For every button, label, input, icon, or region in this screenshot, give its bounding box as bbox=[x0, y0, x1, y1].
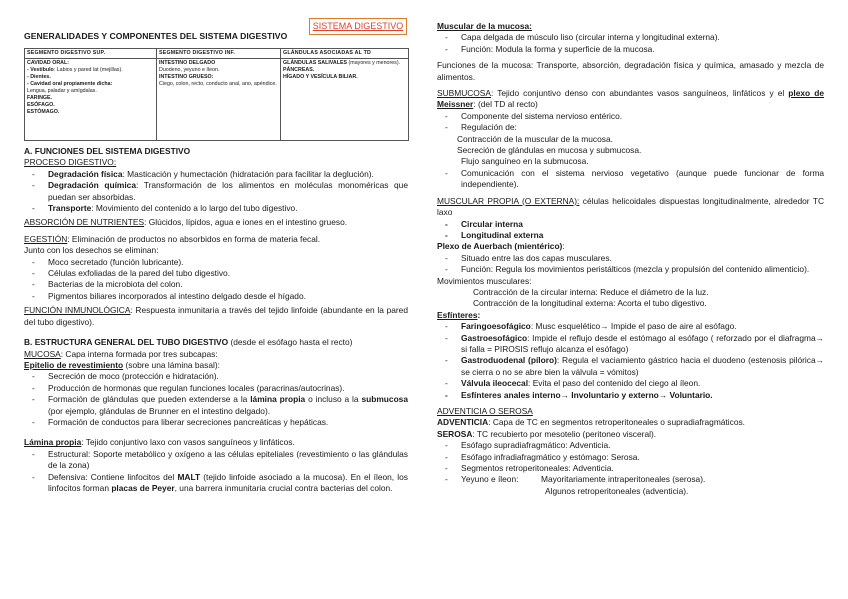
cell-line: Lengua, paladar y amígdalas. bbox=[27, 88, 97, 94]
list-item: - Defensiva: Contiene linfocitos del MALT (tejido linfoide asociado a la mucosa). En el íleon, los linfocitos forman placas de Peyer, una barrera inmunitaria crucial contra bacterias del colon. bbox=[24, 472, 408, 495]
absorcion-line: ABSORCIÓN DE NUTRIENTES: Glúcidos, lípidos, agua e iones en el intestino grueso. bbox=[24, 217, 348, 228]
cell-line: - Dientes. bbox=[27, 74, 51, 80]
list-item: - Moco secretado (función lubricante). bbox=[24, 257, 408, 268]
mucosa-line: MUCOSA: Capa interna formada por tres subcapas: bbox=[24, 348, 218, 359]
arrow-right-icon: → bbox=[600, 321, 609, 332]
table-cell-upper bbox=[25, 59, 157, 141]
section-b-title: B. ESTRUCTURA GENERAL DEL TUBO DIGESTIVO (desde el esófago hasta el recto) bbox=[24, 337, 353, 348]
list-item: - Función: Regula los movimientos peristálticos (mezcla y propulsión del contenido alimenticio). bbox=[437, 264, 824, 275]
list-item: - Formación de glándulas que pueden extenderse a la lámina propia o incluso a la submucosa (por ejemplo, glándulas de Brunner en el intestino delgado). bbox=[24, 394, 408, 417]
list-item: - Secreción de moco (protección e hidratación). bbox=[24, 371, 408, 382]
cell-line: Ciego, colon, recto, conducto anal, ano, apéndice. bbox=[159, 81, 277, 87]
cell-line: INTESTINO GRUESO: bbox=[159, 74, 214, 80]
adventicia-list bbox=[437, 440, 824, 486]
list-item: - Estructural: Soporte metabólico y oxígeno a las células epiteliales (revestimiento o las glándulas de la zona) bbox=[24, 449, 408, 472]
cell-line: HÍGADO Y VESÍCULA BILIAR. bbox=[283, 74, 358, 80]
auerbach-line: Plexo de Auerbach (mientérico): bbox=[437, 241, 565, 252]
epitelio-line: Epitelio de revestimiento (sobre una lámina basal): bbox=[24, 359, 220, 370]
right-column bbox=[437, 21, 824, 497]
lamina-list bbox=[24, 449, 408, 495]
movimientos-line: Movimientos musculares: bbox=[437, 275, 532, 286]
proceso-heading: PROCESO DIGESTIVO: bbox=[24, 157, 117, 168]
submucosa-list-2 bbox=[437, 168, 824, 191]
cell-line: GLÁNDULAS SALIVALES (mayores y menores). bbox=[283, 60, 401, 66]
junto-line: Junto con los desechos se eliminan: bbox=[24, 245, 159, 256]
list-item: - Degradación física: Masticación y humectación (hidratación para facilitar la deglución). bbox=[24, 169, 408, 180]
list-item: - Formación de conductos para liberar secreciones pancreáticas y hepáticas. bbox=[24, 417, 408, 428]
adventicia-line: ADVENTICIA: Capa de TC en segmentos retroperitoneales o supradiafragmáticos. bbox=[437, 417, 746, 428]
cell-line: ESÓFAGO. bbox=[27, 102, 55, 108]
list-item: - Esfínteres anales interno→ Involuntario y externo→ Voluntario. bbox=[437, 390, 824, 401]
list-item: - Regulación de: bbox=[437, 122, 824, 133]
table-header: GLÁNDULAS ASOCIADAS AL TD bbox=[281, 49, 409, 59]
table-cell-glands bbox=[281, 59, 409, 141]
list-item: - Situado entre las dos capas musculares. bbox=[437, 253, 824, 264]
muscular-propia-list bbox=[437, 219, 824, 242]
section-a-title: A. FUNCIONES DEL SISTEMA DIGESTIVO bbox=[24, 146, 191, 156]
lamina-line: Lámina propia: Tejido conjuntivo laxo con vasos sanguíneos y linfáticos. bbox=[24, 437, 295, 448]
muscular-propia-line: MUSCULAR PROPIA (O EXTERNA): células helicoidales dispuestas longitudinalmente, alrededor TC laxo bbox=[437, 195, 824, 218]
list-item: - Gastroesofágico: Impide el reflujo desde el estómago al esófago ( reforzado por el diafragma→ si falla = PIROSIS reflujo alcanza el esófago) bbox=[437, 333, 824, 356]
cell-line: - Cavidad oral propiamente dicha: bbox=[27, 81, 113, 87]
list-item: - Válvula ileocecal: Evita el paso del contenido del ciego al íleon. bbox=[437, 378, 824, 389]
adventicia-heading: ADVENTICIA O SEROSA bbox=[437, 406, 533, 416]
arrow-right-icon: → bbox=[815, 355, 824, 366]
cell-line: FARINGE. bbox=[27, 95, 53, 101]
cell-line: ESTÓMAGO. bbox=[27, 109, 60, 115]
regulation-item: Contracción de la muscular de la mucosa. bbox=[457, 133, 613, 144]
list-item: - Transporte: Movimiento del contenido a lo largo del tubo digestivo. bbox=[24, 203, 408, 214]
table-row bbox=[25, 59, 409, 141]
list-item: - Yeyuno e íleon: Mayoritariamente intraperitoneales (serosa). bbox=[437, 474, 824, 485]
list-item: - Producción de hormonas que regulan funciones locales (paracrinas/autocrinas). bbox=[24, 383, 408, 394]
table-header: SEGMENTO DIGESTIVO INF. bbox=[157, 49, 281, 59]
list-item: - Esófago infradiafragmático y estómago: Serosa. bbox=[437, 452, 824, 463]
yeyuno-line-2: Algunos retroperitoneales (adventicia). bbox=[545, 485, 689, 496]
doc-title: SISTEMA DIGESTIVO bbox=[309, 18, 407, 35]
regulation-item: Secreción de glándulas en mucosa y submucosa. bbox=[457, 145, 642, 156]
inmuno-line: FUNCIÓN INMUNOLÓGICA: Respuesta inmunitaria a través del tejido linfoide (abundante en la pared del tubo digestivo). bbox=[24, 305, 408, 327]
arrow-right-icon: → bbox=[560, 389, 569, 400]
list-item: - Componente del sistema nervioso entérico. bbox=[437, 111, 824, 122]
esfinteres-heading: Esfínteres: bbox=[437, 309, 481, 320]
movement-item: Contracción de la circular interna: Reduce el diámetro de la luz. bbox=[473, 286, 709, 297]
submucosa-line: SUBMUCOSA: Tejido conjuntivo denso con abundantes vasos sanguíneos, linfáticos y el plexo de Meissner: (del TD al recto) bbox=[437, 88, 825, 110]
table-cell-lower bbox=[157, 59, 281, 141]
list-item: - Comunicación con el sistema nervioso vegetativo (aunque puede funcionar de forma independiente). bbox=[437, 168, 824, 191]
desechos-list bbox=[24, 257, 408, 303]
submucosa-list bbox=[437, 111, 824, 134]
regulation-item: Flujo sanguíneo en la submucosa. bbox=[461, 156, 589, 167]
list-item: - Gastroduodenal (píloro): Regula el vaciamiento gástrico hacia el duodeno (estenosis pilórica→ se cierra o no se abre bien la válvula = vómitos) bbox=[437, 355, 824, 378]
list-item: - Función: Modula la forma y superficie de la mucosa. bbox=[437, 44, 824, 55]
cell-line: - Vestíbulo: Labios y pared lat (mejillas). bbox=[27, 67, 123, 73]
arrow-right-icon: → bbox=[815, 332, 824, 343]
list-item: - Degradación química: Transformación de los alimentos en moléculas monoméricas que puedan ser absorbidas. bbox=[24, 180, 408, 203]
list-item: - Células exfoliadas de la pared del tubo digestivo. bbox=[24, 268, 408, 279]
auerbach-list bbox=[437, 253, 824, 276]
list-item: - Faringoesofágico: Musc esquelético→ Impide el paso de aire al esófago. bbox=[437, 321, 824, 332]
muscular-mucosa-heading: Muscular de la mucosa: bbox=[437, 21, 532, 31]
doc-heading: GENERALIDADES Y COMPONENTES DEL SISTEMA DIGESTIVO bbox=[24, 31, 288, 41]
list-item: - Circular interna bbox=[437, 219, 824, 230]
table-header: SEGMENTO DIGESTIVO SUP. bbox=[25, 49, 157, 59]
cell-line: INTESTINO DELGADO bbox=[159, 60, 216, 66]
funciones-mucosa: Funciones de la mucosa: Transporte, absorción, degradación física y química, amasado y mezcla de alimentos. bbox=[437, 60, 824, 82]
proceso-list bbox=[24, 169, 408, 215]
list-item: - Segmentos retroperitoneales: Adventicia. bbox=[437, 463, 824, 474]
list-item: - Longitudinal externa bbox=[437, 230, 824, 241]
movement-item: Contracción de la longitudinal externa: Acorta el tubo digestivo. bbox=[473, 298, 707, 309]
cell-line: Duodeno, yeyuno e íleon. bbox=[159, 67, 220, 73]
muscular-mucosa-list bbox=[437, 32, 824, 55]
serosa-line: SEROSA: TC recubierto por mesotelio (peritoneo visceral). bbox=[437, 428, 657, 439]
epitelio-list bbox=[24, 371, 408, 428]
list-item: - Esófago supradiafragmático: Adventicia. bbox=[437, 440, 824, 451]
table-header-row bbox=[25, 49, 409, 59]
egestion-line: EGESTIÓN: Eliminación de productos no absorbidos en forma de materia fecal. bbox=[24, 233, 321, 244]
list-item: - Bacterias de la microbiota del colon. bbox=[24, 279, 408, 290]
cell-line: PÁNCREAS. bbox=[283, 67, 315, 73]
esfinteres-list bbox=[437, 321, 824, 401]
list-item: - Capa delgada de músculo liso (circular interna y longitudinal externa). bbox=[437, 32, 824, 43]
list-item: - Pigmentos biliares incorporados al intestino delgado desde el hígado. bbox=[24, 291, 408, 302]
components-table bbox=[24, 48, 409, 141]
arrow-right-icon: → bbox=[658, 389, 668, 400]
left-column bbox=[24, 146, 408, 494]
cell-line: CAVIDAD ORAL: bbox=[27, 60, 69, 66]
